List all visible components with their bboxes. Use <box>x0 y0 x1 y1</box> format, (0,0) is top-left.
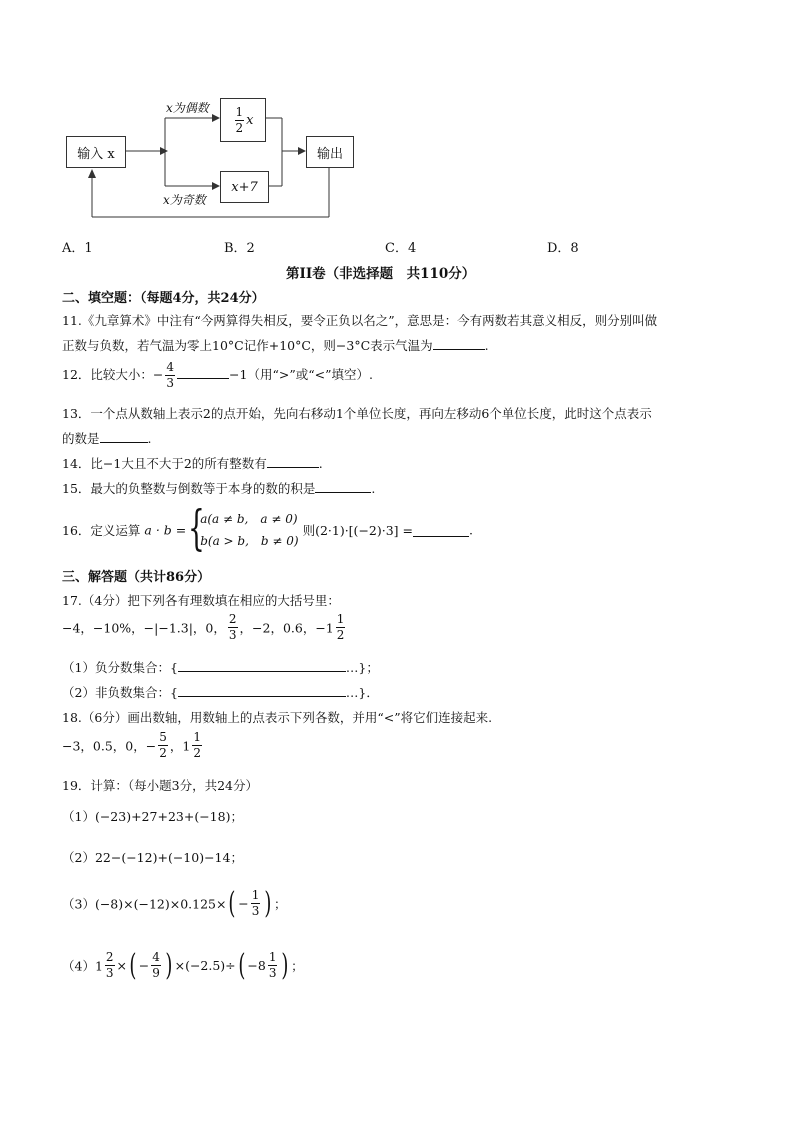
q13-line1: 13．一个点从数轴上表示2的点开始，先向右移动1个单位长度，再向左移动6个单位长度，此时这个点表示 <box>62 406 652 421</box>
q12-line: 12．比较大小：− $\frac{4}{3}$ −1（用“>”或“<”填空）. <box>62 360 373 390</box>
q13-line2: 的数是 . <box>62 431 152 446</box>
half-variable: x <box>246 112 254 128</box>
flowchart-half-box <box>220 98 266 142</box>
q16-line: 16．定义运算 a · b = { a(a ≠ b, a ≠ 0) b(a > b, b ≠ 0) 则(2·1)·[(−2)·3] = . <box>62 500 473 556</box>
q11-line1: 11.《九章算术》中注有“今两算得失相反，要令正负以名之”，意思是：今有两数若其意义相反，则分别叫做 <box>62 313 658 328</box>
q12-blank[interactable] <box>177 365 229 379</box>
q14-blank[interactable] <box>267 454 319 468</box>
q17-numbers: −4，−10%，−|−1.3|，0， $\frac{2}{3}$ ，−2，0.6，−1 $\frac{1}{2}$ <box>62 612 345 642</box>
q15-blank[interactable] <box>315 479 371 493</box>
flowchart-input-box <box>66 136 126 168</box>
nonnegative-set-blank[interactable] <box>178 683 346 697</box>
q15-line: 15．最大的负整数与倒数等于本身的数的积是 . <box>62 481 376 496</box>
negative-fraction-set-blank[interactable] <box>178 658 346 672</box>
q11-blank[interactable] <box>433 336 485 350</box>
q19-part3: （3）(−8)×(−12)×0.125×( − $\frac{1}{3}$ ) ； <box>62 885 287 921</box>
q18-title: 18.（6分）画出数轴，用数轴上的点表示下列各数，并用“<”将它们连接起来. <box>62 710 493 725</box>
q19-title: 19．计算：（每小题3分，共24分） <box>62 778 259 793</box>
solve-heading: 三、解答题（共计86分） <box>62 570 211 585</box>
option-a: A．1 <box>62 241 93 256</box>
q14-line: 14．比−1大且不大于2的所有整数有 . <box>62 456 323 471</box>
flowchart-odd-condition: x为奇数 <box>163 193 206 207</box>
flowchart-input-label: 输入 x <box>77 146 115 162</box>
q17-title: 17.（4分）把下列各有理数填在相应的大括号里： <box>62 593 340 608</box>
option-d: D．8 <box>547 241 579 256</box>
q19-part4: （4）1 $\frac{2}{3}$ ×( − $\frac{4}{9}$ ) ×(−2.5)÷( −8 $\frac{1}{3}$ ) ； <box>62 947 304 983</box>
plus7-label: x+7 <box>231 179 258 195</box>
flowchart-output-box <box>306 136 354 168</box>
flowchart-even-condition: x为偶数 <box>166 101 209 115</box>
flowchart-lines <box>0 0 794 240</box>
section2-title: 第II卷（非选择题 共110分） <box>286 266 476 282</box>
q19-part1: （1）(−23)+27+23+(−18)； <box>62 809 243 824</box>
q11-line2: 正数与负数，若气温为零上10°C记作+10°C，则−3°C表示气温为 . <box>62 338 489 353</box>
q19-part2: （2）22−(−12)+(−10)−14； <box>62 850 243 865</box>
half-fraction: $\frac{1}{2}$ <box>235 104 244 135</box>
q16-cases: { a(a ≠ b, a ≠ 0) b(a > b, b ≠ 0) <box>188 500 299 556</box>
q17-set2: （2）非负数集合：{ …}． <box>62 685 379 700</box>
option-b: B．2 <box>224 241 255 256</box>
flowchart-plus7-box <box>220 171 269 203</box>
option-c: C．4 <box>385 241 417 256</box>
q18-numbers: −3，0.5，0，− $\frac{5}{2}$ ，1 $\frac{1}{2}$ <box>62 730 201 760</box>
fill-heading: 二、填空题：（每题4分，共24分） <box>62 291 265 306</box>
q17-set1: （1）负分数集合：{ …}； <box>62 660 379 675</box>
flowchart-output-label: 输出 <box>316 146 343 162</box>
q16-blank[interactable] <box>413 523 469 537</box>
q13-blank[interactable] <box>100 429 148 443</box>
